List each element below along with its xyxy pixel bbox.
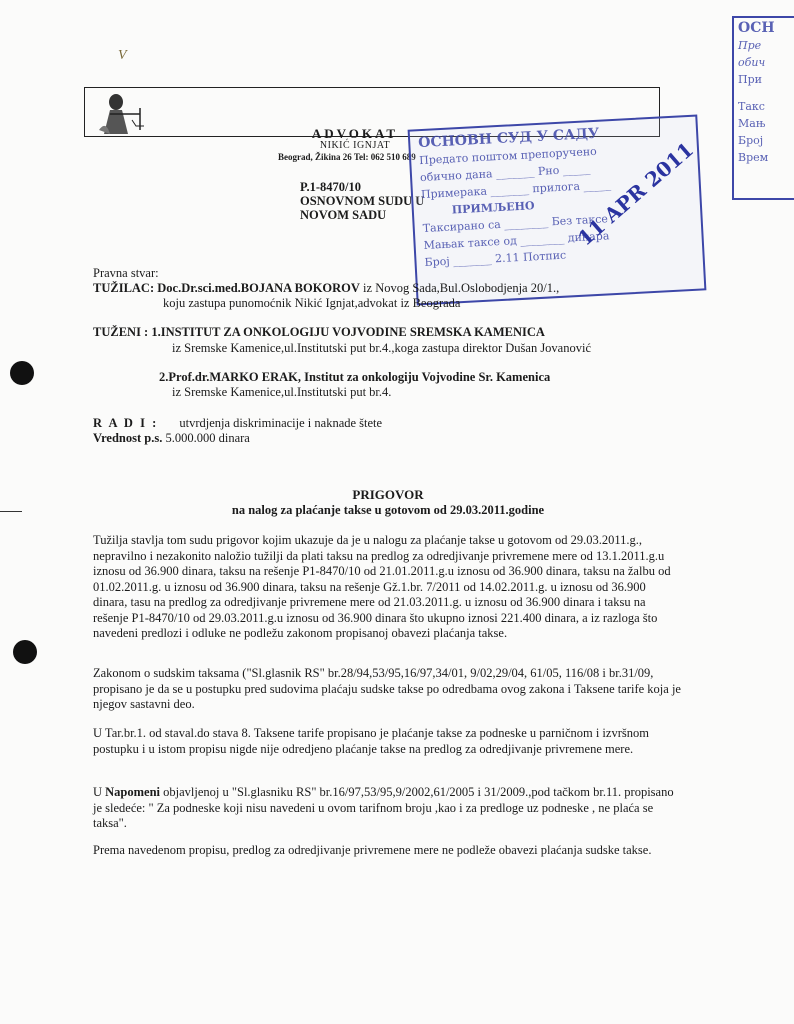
edge-stamp-line-8: Врем: [738, 151, 769, 164]
court-receipt-stamp: [408, 115, 707, 306]
subject-label: R A D I :: [93, 416, 159, 430]
value-label: Vrednost p.s.: [93, 431, 163, 445]
defendant-1-details: iz Sremske Kamenice,ul.Institutski put br.4.,koga zastupa direktor Dušan Jovanović: [172, 341, 592, 355]
paragraph-1-text: Tužilja stavlja tom sudu prigovor kojim ukazuje da je u nalogu za plaćanje takse u gotovom od 29.03.2011.g., nepravilno i nezakonito naložio tužilji da plati taksu na predlog za odredjivanje privremene mere od 13.1.2011.g.u iznosu od 36.900 dinara, taksu na rešenje P1-8470/10 od 21.01.2011.g.u iznosu od 36.900 dinara, taksu na žalbu od 01.02.2011.g. u iznosu od 36.900 dinara, taksu na rešenje Gž.1.br. 7/2011 od 14.02.2011.g. u iznosu od 36.900 dinara, tasu na predlog za odredjivanje privremene mere od 21.03.2011.g. u iznosu od 36.900 dinara i taksu na rešenje P1-8470/10 od 29.03.2011.g.u iznosu od 36.900 dinara što ukupno iznosi 221.400 dinara, a iz razloga što navedeni predlozi i odluke ne podležu zakonom propisanoj obavezi plaćanja takse.: [93, 533, 671, 640]
subject-line: [93, 416, 382, 432]
case-number: P.1-8470/10: [300, 180, 361, 194]
stamp-line-8: Број _______ 2.11 Потпис: [424, 248, 567, 269]
document-title: PRIGOVOR: [352, 487, 424, 502]
paragraph-4: [93, 785, 683, 832]
edge-stamp-line-5: Такс: [738, 100, 765, 113]
edge-stamp: [732, 16, 794, 200]
stamp-line-3: обично дана _______ Рно _____: [419, 162, 591, 185]
defendant-2-details: iz Sremske Kamenice,ul.Institutski put br.4.: [172, 385, 392, 399]
plaintiff-label: TUŽILAC:: [93, 281, 155, 295]
paragraph-5: [93, 843, 683, 859]
stamp-date: 11 APR 2011: [573, 137, 699, 251]
plaintiff-line: [93, 281, 559, 297]
letterhead-title: ADVOKAT: [311, 126, 399, 141]
value-line: [93, 431, 250, 447]
edge-stamp-line-7: Број: [738, 134, 764, 147]
defendant-1-line: [93, 325, 545, 341]
paragraph-2-text: Zakonom o sudskim taksama ("Sl.glasnik RS" br.28/94,53/95,16/97,34/01, 9/02,29/04, 61/05, 116/08 i br.31/09, propisano je da se u postupku pred sudovima plaćaju sudske takse po odredbama ovog zakona i Taksene tarife koja je njegov sastavni deo.: [93, 666, 681, 711]
stamp-line-1: ОСНОВН СУД У САДУ: [417, 125, 600, 152]
edge-stamp-line-4: При: [738, 73, 762, 86]
edge-stamp-line-1: ОСН: [738, 20, 775, 36]
document-subtitle: na nalog za plaćanje takse u gotovom od 29.03.2011.godine: [231, 503, 545, 517]
paragraph-4-post: objavljenoj u "Sl.glasniku RS" br.16/97,53/95,9/2002,61/2005 i 31/2009.,pod tačkom br.11. propisano je sledeće: " Za podneske koji nisu navedeni u ovom tarifnom broju ,kao i za predloge uz podneske , ne plaća se taksa".: [93, 785, 674, 830]
edge-stamp-line-2: Пре: [738, 39, 762, 52]
paragraph-1: [93, 533, 683, 642]
paragraph-4-bold: Napomeni: [105, 785, 161, 799]
stamp-line-4: Примерака _______ прилога _____: [420, 178, 612, 202]
margin-mark: [0, 511, 22, 512]
punch-hole-bottom: [13, 640, 37, 664]
court-line-2: NOVOM SADU: [300, 208, 387, 222]
paragraph-4-pre: U: [93, 785, 106, 799]
value-amount: 5.000.000 dinara: [162, 431, 250, 445]
paragraph-3-text: U Tar.br.1. od staval.do stava 8. Taksene tarife propisano je plaćanje takse za podneske u parničnom i izvršnom postupku i u istom propisu nigde nije odredjeno plaćanje takse na predlog za odredjivanje privremene mere.: [93, 726, 649, 756]
paragraph-2: [93, 666, 683, 713]
stamp-line-7: Мањак таксе од ________ динара: [423, 229, 610, 253]
case-info: [300, 180, 424, 222]
paragraph-3: [93, 726, 683, 757]
defendant-1-name: 1.INSTITUT ZA ONKOLOGIJU VOJVODINE SREMSKA KAMENICA: [151, 325, 545, 339]
letterhead-name: NIKIĆ IGNJAT: [319, 140, 391, 151]
defendants-label: TUŽENI :: [93, 325, 149, 339]
stamp-line-2: Предато поштом препоручено: [418, 144, 598, 168]
paragraph-5-text: Prema navedenom propisu, predlog za odredjivanje privremene mere ne podleže obavezi plaćanja sudske takse.: [93, 843, 652, 857]
justice-logo-icon: [96, 90, 142, 136]
subject-text: utvrdjenja diskriminacije i naknade štete: [179, 416, 383, 430]
plaintiff-representation: koju zastupa punomoćnik Nikić Ignjat,advokat iz Beograda: [163, 296, 461, 310]
court-line-1: OSNOVNOM SUDU U: [300, 194, 425, 208]
handwritten-mark: V: [118, 48, 127, 63]
letterhead-address: Beograd, Žikina 26 Tel: 062 510 689: [278, 152, 416, 162]
punch-hole-top: [10, 361, 34, 385]
edge-stamp-line-3: обич: [738, 56, 766, 69]
plaintiff-address: iz Novog Sada,Bul.Oslobodjenja 20/1.,: [359, 281, 560, 295]
edge-stamp-line-6: Мањ: [738, 117, 766, 130]
matter-label: Pravna stvar:: [93, 266, 159, 280]
stamp-line-5: ПРИМЉЕНО: [451, 199, 535, 217]
defendant-2-name: 2.Prof.dr.MARKO ERAK, Institut za onkologiju Vojvodine Sr. Kamenica: [159, 370, 551, 384]
plaintiff-name: Doc.Dr.sci.med.BOJANA BOKOROV: [157, 281, 360, 295]
stamp-line-6: Таксирано са ________ Без таксе: [422, 212, 609, 236]
